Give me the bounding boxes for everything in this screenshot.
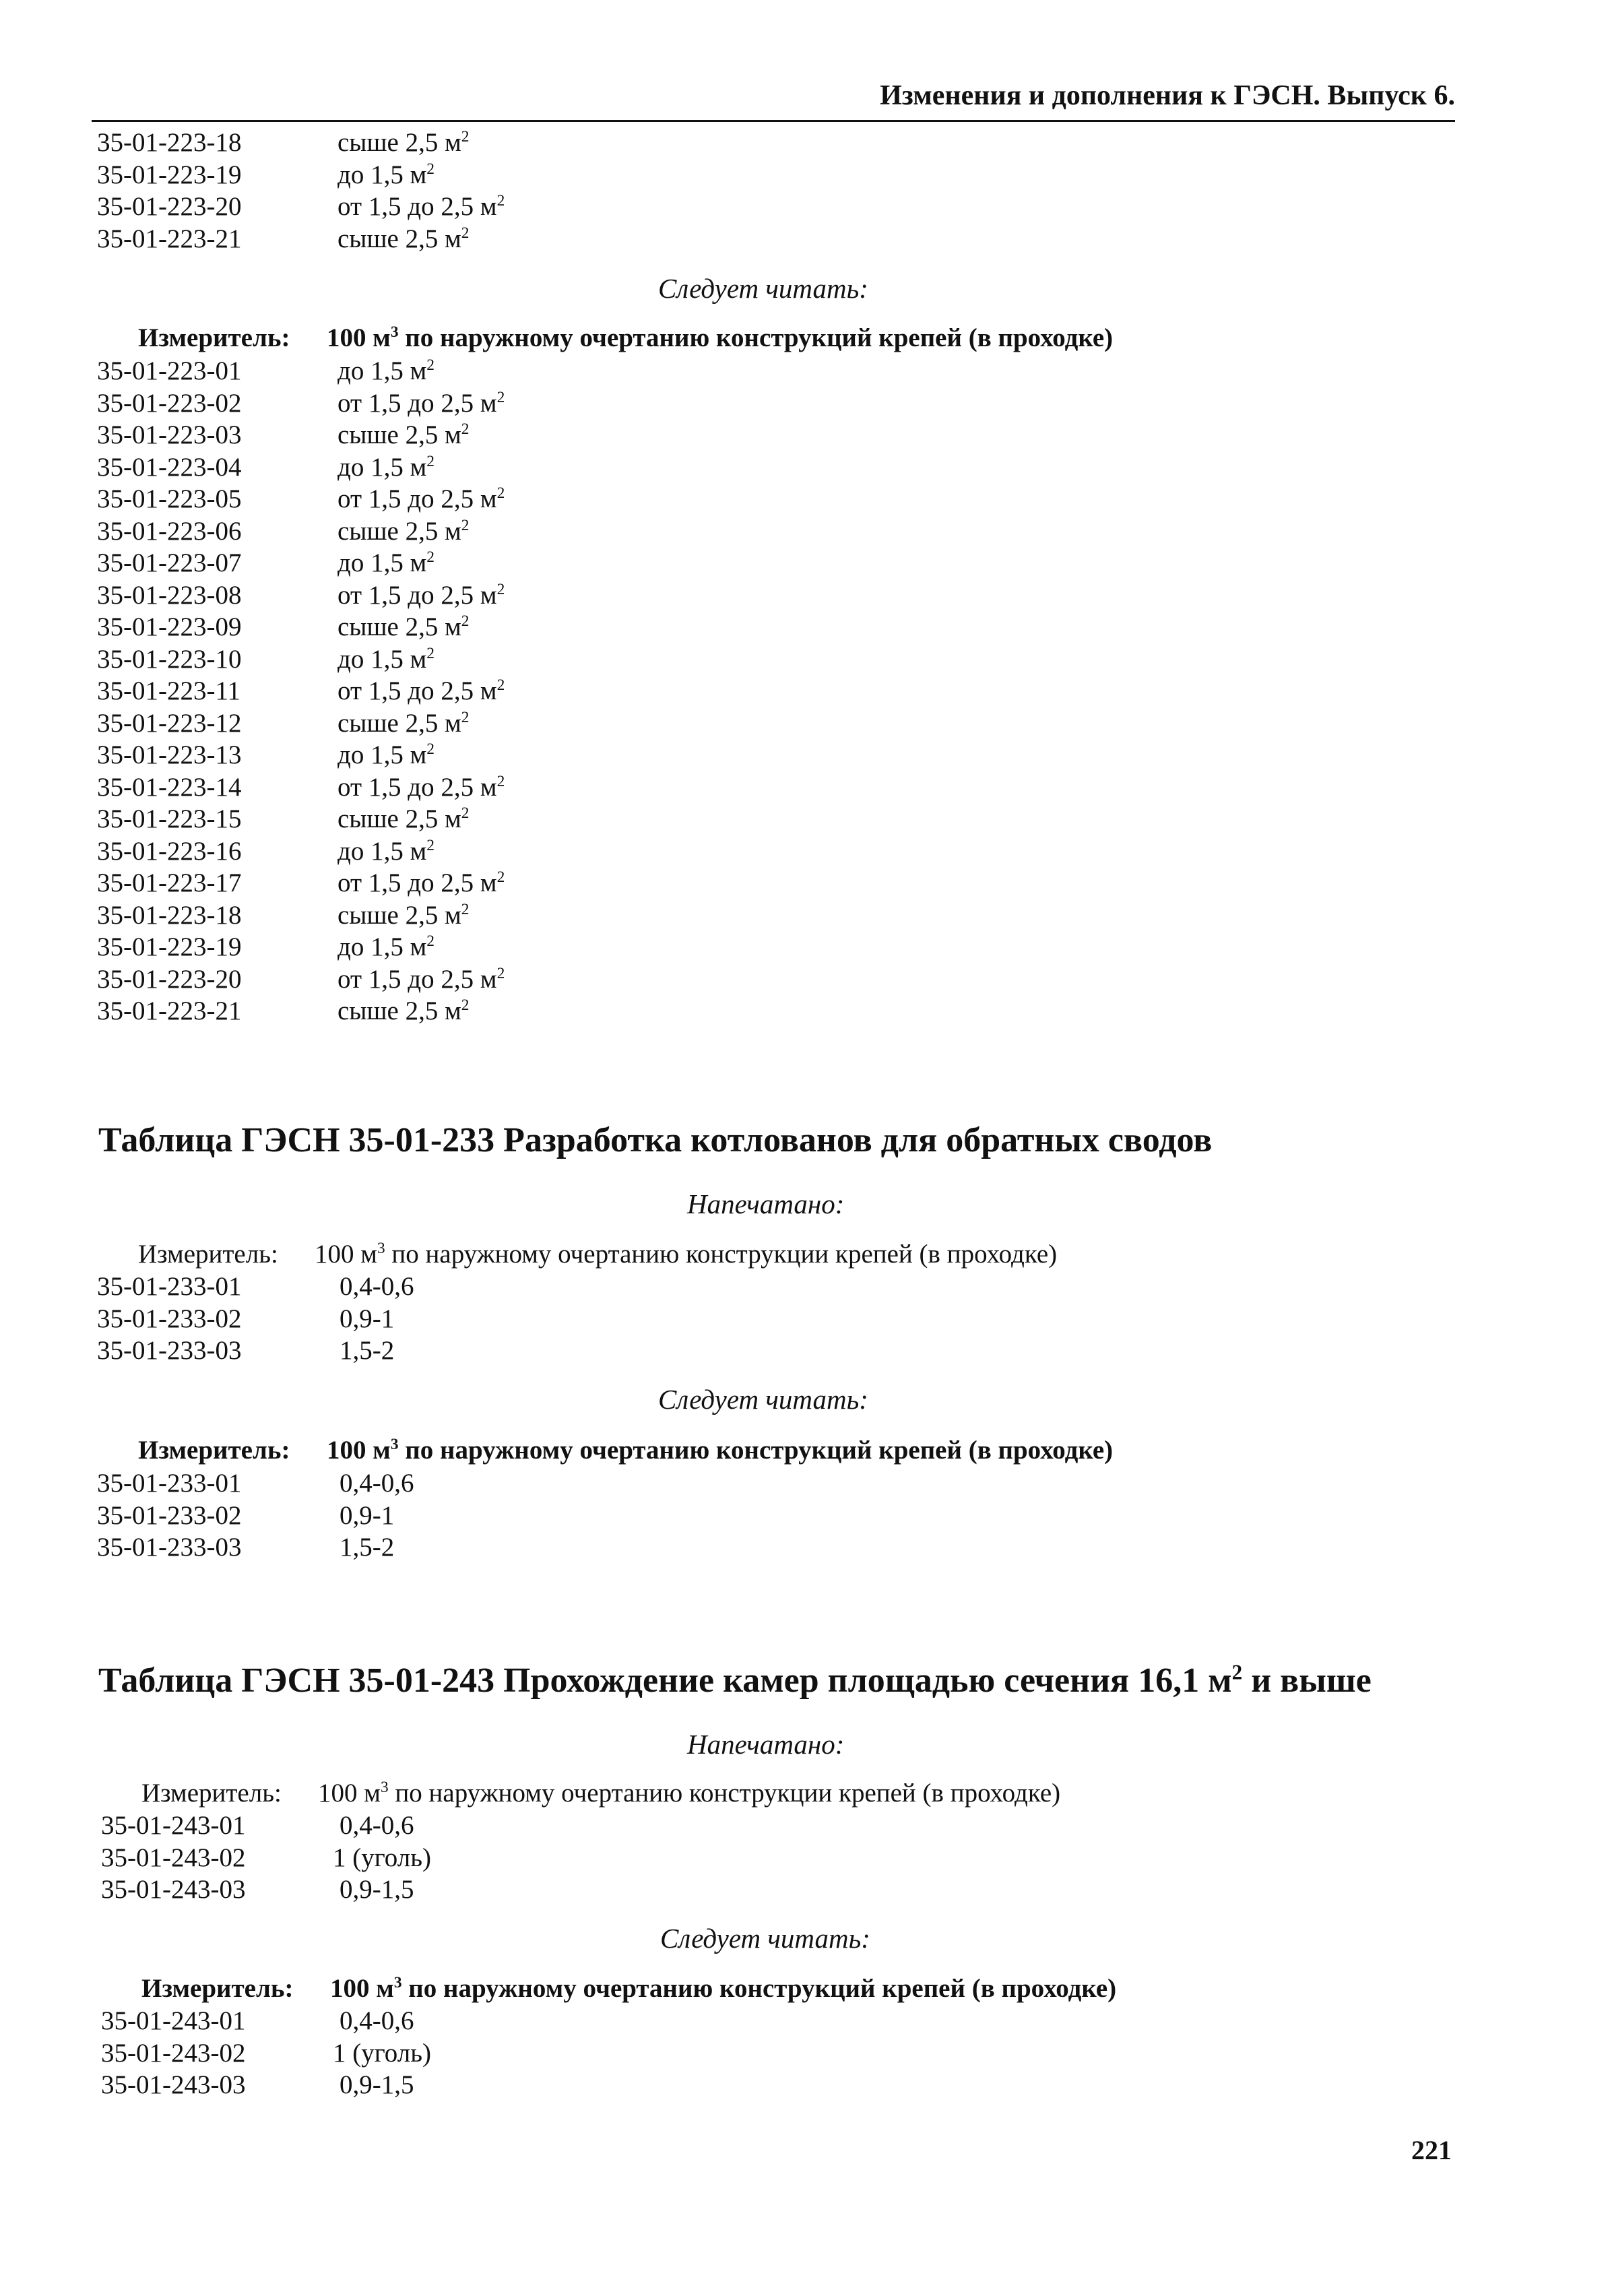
header-title: Изменения и дополнения к ГЭСН. Выпуск 6. xyxy=(880,80,1455,111)
read-as-caption: Следует читать: xyxy=(658,1384,868,1415)
printed-caption: Напечатано: xyxy=(687,1188,845,1219)
read-as-caption: Следует читать: xyxy=(658,273,868,304)
running-header xyxy=(92,75,1455,122)
page-number: 221 xyxy=(1411,2135,1452,2165)
table-233-title: Таблица ГЭСН 35-01-233 Разработка котлованов для обратных сводов xyxy=(98,1121,1213,1159)
table-243-title: Таблица ГЭСН 35-01-243 Прохождение камер площадью сечения 16,1 $м^2$ и выше xyxy=(98,1660,1372,1700)
read-as-caption: Следует читать: xyxy=(660,1923,870,1954)
printed-caption: Напечатано: xyxy=(687,1729,845,1760)
